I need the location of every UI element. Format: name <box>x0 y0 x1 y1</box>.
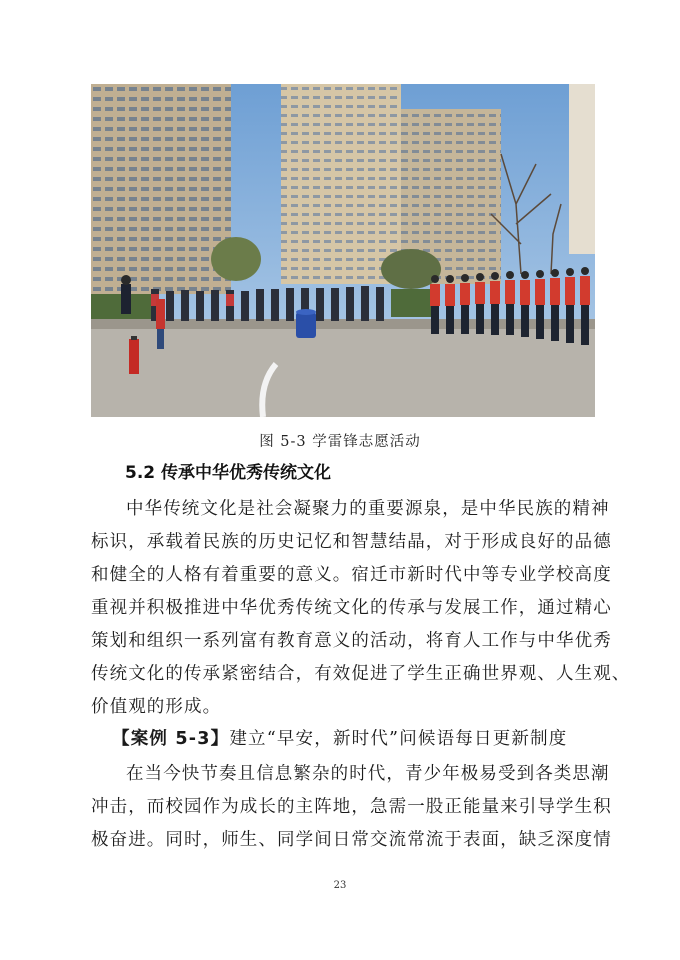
case-title: 建立“早安，新时代”问候语每日更新制度 <box>229 729 568 749</box>
paragraph-line: 标识，承载着民族的历史记忆和智慧结晶，对于形成良好的品德 <box>91 532 612 552</box>
paragraph-case-description <box>91 758 612 857</box>
figure-caption: 图 5-3 学雷锋志愿活动 <box>259 434 421 450</box>
paragraph-line: 策划和组织一系列富有教育意义的活动，将育人工作与中华优秀 <box>91 631 612 651</box>
paragraph-line: 中华传统文化是社会凝聚力的重要源泉，是中华民族的精神 <box>126 499 610 519</box>
paragraph-line: 冲击，而校园作为成长的主阵地，急需一股正能量来引导学生积 <box>91 797 612 817</box>
page-number: 23 <box>333 880 347 891</box>
volunteer-activity-photo <box>91 84 595 417</box>
case-tag: 【案例 5-3】 <box>112 729 230 749</box>
paragraph-line: 传统文化的传承紧密结合，有效促进了学生正确世界观、人生观、 <box>91 664 631 684</box>
paragraph-line: 在当今快节奏且信息繁杂的时代，青少年极易受到各类思潮 <box>126 764 610 784</box>
paragraph-line: 价值观的形成。 <box>91 697 222 717</box>
paragraph-line: 重视并积极推进中华优秀传统文化的传承与发展工作，通过精心 <box>91 598 612 618</box>
case-heading <box>112 725 568 750</box>
paragraph-traditional-culture <box>91 493 631 724</box>
paragraph-line: 和健全的人格有着重要的意义。宿迁市新时代中等专业学校高度 <box>91 565 612 585</box>
section-heading: 5.2 传承中华优秀传统文化 <box>125 463 332 483</box>
paragraph-line: 极奋进。同时，师生、同学间日常交流常流于表面，缺乏深度情 <box>91 830 612 850</box>
